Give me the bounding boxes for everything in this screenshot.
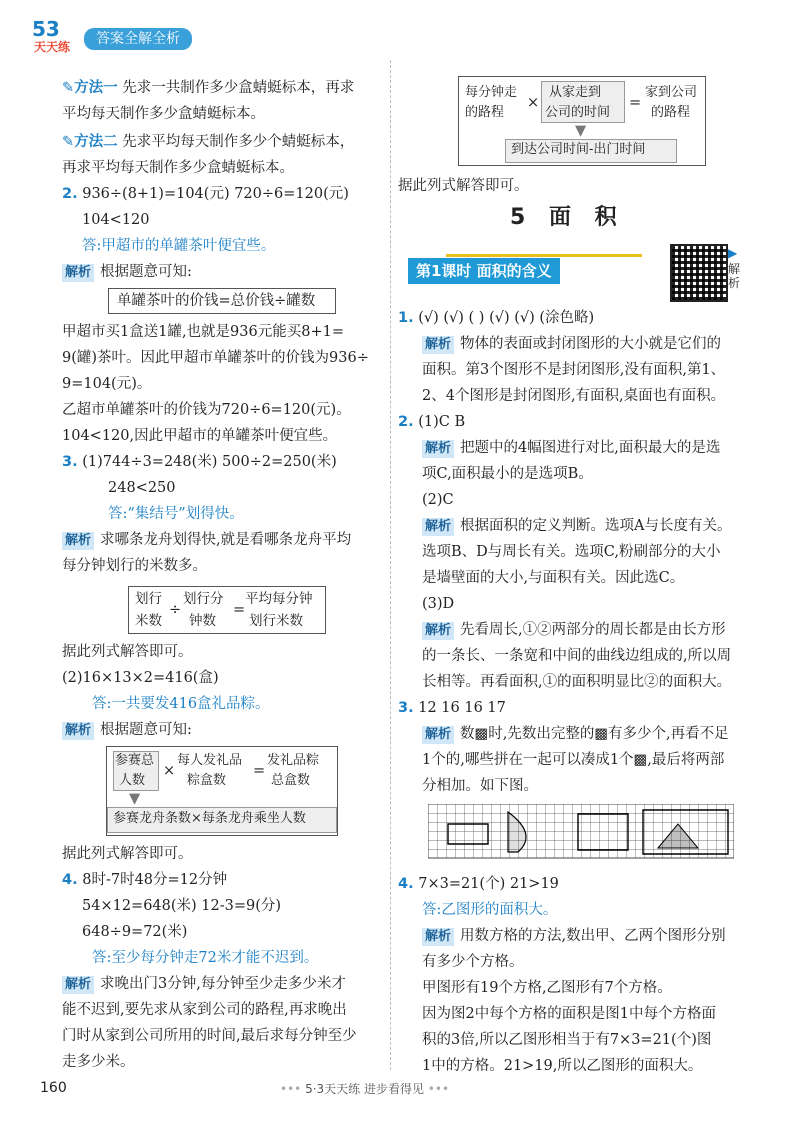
q4-line2: 54×12=648(米) 12-3=9(分) [82,898,282,914]
q3-analysis: 解析 求哪条龙舟划得快,就是看哪条龙舟平均 [62,530,351,550]
q4-analysis: 解析 求晚出门3分钟,每分钟至少走多少米才 [62,974,346,994]
svg-text:53: 53 [32,17,60,41]
q2-answer: 答:甲超市的单罐茶叶便宜些。 [82,238,276,254]
q3-line2: 248<250 [108,480,176,496]
pencil-icon: ✎ [62,80,75,96]
q4-analysis-2: 能不迟到,要先求从家到公司的路程,再求晚出 [62,1002,347,1018]
footer-slogan: ••• 5·3天天练 进步看得见 ••• [280,1082,450,1096]
distance-formula-box: 每分钟走 的路程 × 从家走到 公司的时间 = 家到公司 的路程 ▼ 到达公司时间-出门时间 [458,76,706,166]
r4-para2: 因为图2中每个方格的面积是图1中每个方格面 [422,1006,716,1022]
counting-grid-figure [428,804,734,860]
pencil-icon: ✎ [62,134,75,150]
q3-answer: 答:“集结号”划得快。 [108,506,244,522]
r3-analysis: 解析 数▩时,先数出完整的▩有多少个,再看不足 [422,724,729,744]
r2-2-analysis: 解析 根据面积的定义判断。选项A与长度有关。 [422,516,732,536]
r2-3-analysis: 解析 先看周长,①②两部分的周长都是由长方形 [422,620,726,640]
r2-2-analysis-3: 是墙壁面的大小,与面积有关。因此选C。 [422,570,685,586]
r2-analysis: 解析 把题中的4幅图进行对比,面积最大的是选 [422,438,720,458]
r1-analysis: 解析 物体的表面或封闭图形的大小就是它们的 [422,334,721,354]
method-two: ✎方法二 先求平均每天制作多少个蜻蜓标本， [62,133,355,150]
down-arrow-icon: ▼ [575,123,587,139]
r1-analysis-3: 2、4个图形是封闭图形,有面积,桌面也有面积。 [422,388,726,404]
r2-3-analysis-2: 的一条长、一条宽和中间的曲线边组成的,所以周 [422,648,732,664]
qr-code-icon[interactable] [670,244,728,302]
r3-analysis-3: 分相加。如下图。 [422,778,538,794]
q2-line2: 104<120 [82,212,150,228]
q2-line1: 2. 936÷(8+1)=104(元) 720÷6=120(元) [62,186,349,202]
q2-para3: 9=104(元)。 [62,376,152,392]
lesson-title: 第1课时 面积的含义 [408,258,560,284]
q3-solve: 据此列式解答即可。 [62,644,193,660]
r2-analysis-2: 项C,面积最小的是选项B。 [422,466,593,482]
q2-para5: 104<120,因此甲超市的单罐茶叶便宜些。 [62,428,338,444]
r1-analysis-2: 面积。第3个图形不是封闭图形,没有面积,第1、 [422,362,726,378]
down-arrow-icon: ▼ [129,791,141,807]
q4-line1: 4. 8时-7时48分=12分钟 [62,872,228,888]
r2-2: (2)C [422,492,454,508]
r2-3-analysis-3: 长相等。再看面积,①的面积明显比②的面积大。 [422,674,732,690]
q3-analysis-cont: 每分钟划行的米数多。 [62,558,207,574]
r4-para4: 1中的方格。21>19,所以乙图形的面积大。 [422,1058,703,1074]
chapter-title: 5 面 积 [510,205,625,230]
q4-analysis-3: 门时从家到公司所用的时间,最后求每分钟至少 [62,1028,357,1044]
r4-analysis-2: 有多少个方格。 [422,954,524,970]
q3-2-analysis: 解析 根据题意可知: [62,720,192,740]
method-one-cont: 平均每天制作多少盒蜻蜓标本。 [62,106,265,122]
method-two-cont: 再求平均每天制作多少盒蜻蜓标本。 [62,160,294,176]
column-divider [390,60,391,1070]
r4-line: 4. 7×3=21(个) 21>19 [398,876,559,892]
r3-line: 3. 12 16 16 17 [398,700,506,716]
svg-text:天天练: 天天练 [34,40,71,54]
q2-formula-box: 单罐茶叶的价钱=总价钱÷罐数 [108,288,336,314]
q2-analysis: 解析 根据题意可知: [62,262,192,282]
q4-analysis-4: 走多少米。 [62,1054,135,1070]
q2-para2: 9(罐)茶叶。因此甲超市单罐茶叶的价钱为936÷ [62,350,369,366]
r1-line: 1. (√) (√) ( ) (√) (√) (涂色略) [398,310,595,326]
r4-para1: 甲图形有19个方格,乙图形有7个方格。 [422,980,672,996]
r4-analysis: 解析 用数方格的方法,数出甲、乙两个图形分别 [422,926,726,946]
play-icon: ▶ [728,246,738,260]
q2-para1: 甲超市买1盒送1罐,也就是936元能买8+1= [62,324,344,340]
q4-line3: 648÷9=72(米) [82,924,188,940]
q3-2-formula-box: 参赛总 人数 × 每人发礼品 粽盒数 = 发礼品粽 总盒数 ▼ 参赛龙舟条数×每条龙舟乘坐人数 [106,746,338,836]
r2-3: (3)D [422,596,455,612]
q3-2-answer: 答:一共要发416盒礼品粽。 [92,696,270,712]
r3-analysis-2: 1个的,哪些拼在一起可以凑成1个▩,最后将两部 [422,752,725,768]
q3-formula-box: 划行 米数 ÷ 划行分 钟数 = 平均每分钟 划行米数 [128,586,326,634]
r2-line: 2. (1)C B [398,414,466,430]
method-one: ✎方法一 先求一共制作多少盒蜻蜓标本，再求 [62,79,355,96]
r4-para3: 积的3倍,所以乙图形相当于有7×3=21(个)图 [422,1032,712,1048]
q3-line1: 3. (1)744÷3=248(米) 500÷2=250(米) [62,454,337,470]
header-section-label: 答案全解全析 [84,28,192,50]
r4-answer: 答:乙图形的面积大。 [422,902,558,918]
q2-para4: 乙超市单罐茶叶的价钱为720÷6=120(元)。 [62,402,351,418]
r2-2-analysis-2: 选项B、D与周长有关。选项C,粉刷部分的大小 [422,544,721,560]
q3-2-line: (2)16×13×2=416(盒) [62,670,219,686]
q3-2-solve: 据此列式解答即可。 [62,846,193,862]
top-solve: 据此列式解答即可。 [398,178,529,194]
q4-answer: 答:至少每分钟走72米才能不迟到。 [92,950,319,966]
lesson-underline [446,254,642,257]
brand-logo [30,14,82,54]
page-number: 160 [40,1080,67,1096]
qr-label: 解析 [728,262,741,290]
